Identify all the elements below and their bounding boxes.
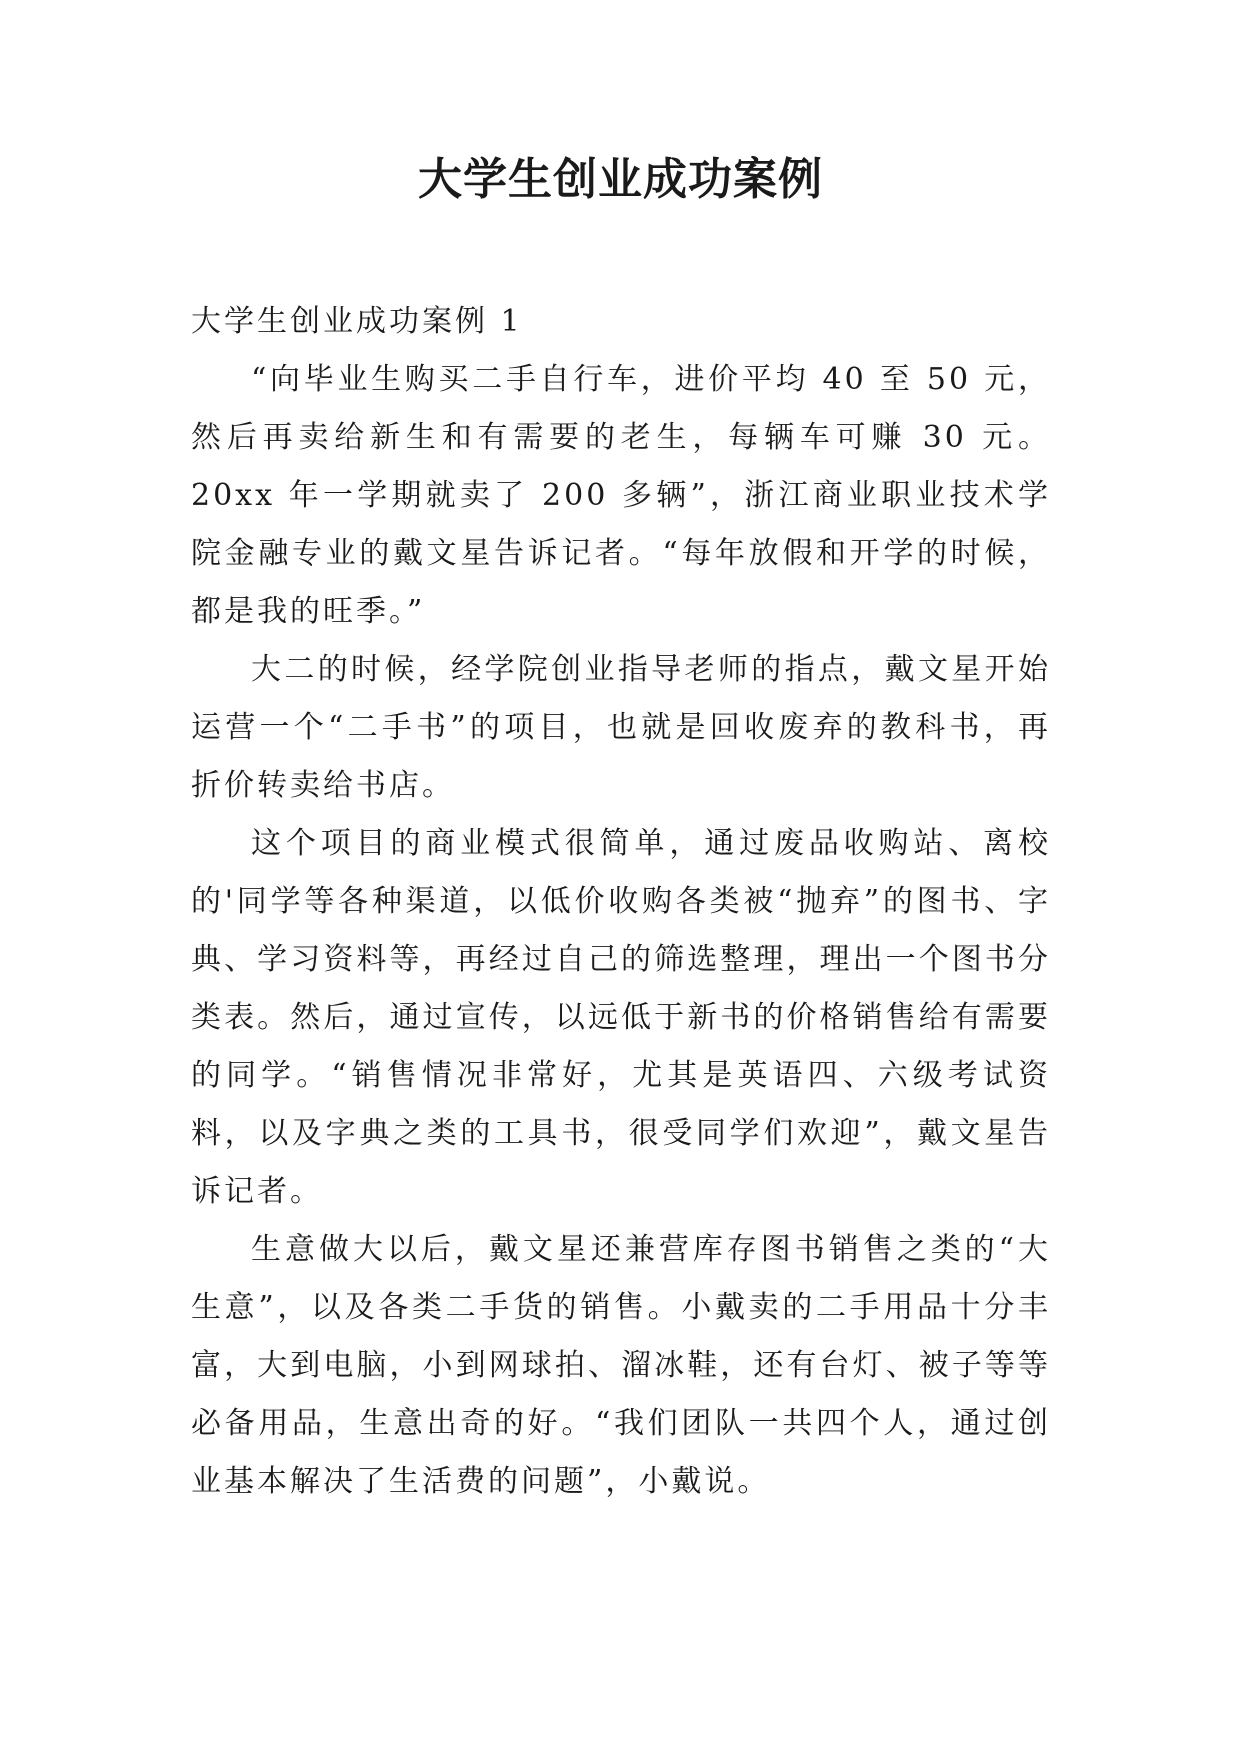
- paragraph-2: 大二的时候，经学院创业指导老师的指点，戴文星开始运营一个“二手书”的项目，也就是回收废弃的教科书，再折价转卖给书店。: [191, 652, 1051, 803]
- section-heading: 大学生创业成功案例 1: [191, 304, 523, 339]
- paragraph-3: 这个项目的商业模式很简单，通过废品收购站、离校的'同学等各种渠道，以低价收购各类被“抛弃”的图书、字典、学习资料等，再经过自己的筛选整理，理出一个图书分类表。然后，通过宣传，以远低于新书的价格销售给有需要的同学。“销售情况非常好，尤其是英语四、六级考试资料，以及字典之类的工具书，很受同学们欢迎”，戴文星告诉记者。: [191, 826, 1051, 1209]
- paragraph-1: “向毕业生购买二手自行车，进价平均 40 至 50 元，然后再卖给新生和有需要的老生，每辆车可赚 30 元。20xx 年一学期就卖了 200 多辆”，浙江商业职业技术学院金融专业的戴文星告诉记者。“每年放假和开学的时候，都是我的旺季。”: [191, 362, 1051, 629]
- document-body: [191, 293, 1051, 1511]
- paragraph-4: 生意做大以后，戴文星还兼营库存图书销售之类的“大生意”，以及各类二手货的销售。小戴卖的二手用品十分丰富，大到电脑，小到网球拍、溜冰鞋，还有台灯、被子等等必备用品，生意出奇的好。“我们团队一共四个人，通过创业基本解决了生活费的问题”，小戴说。: [191, 1232, 1051, 1499]
- document-title: 大学生创业成功案例: [418, 154, 823, 205]
